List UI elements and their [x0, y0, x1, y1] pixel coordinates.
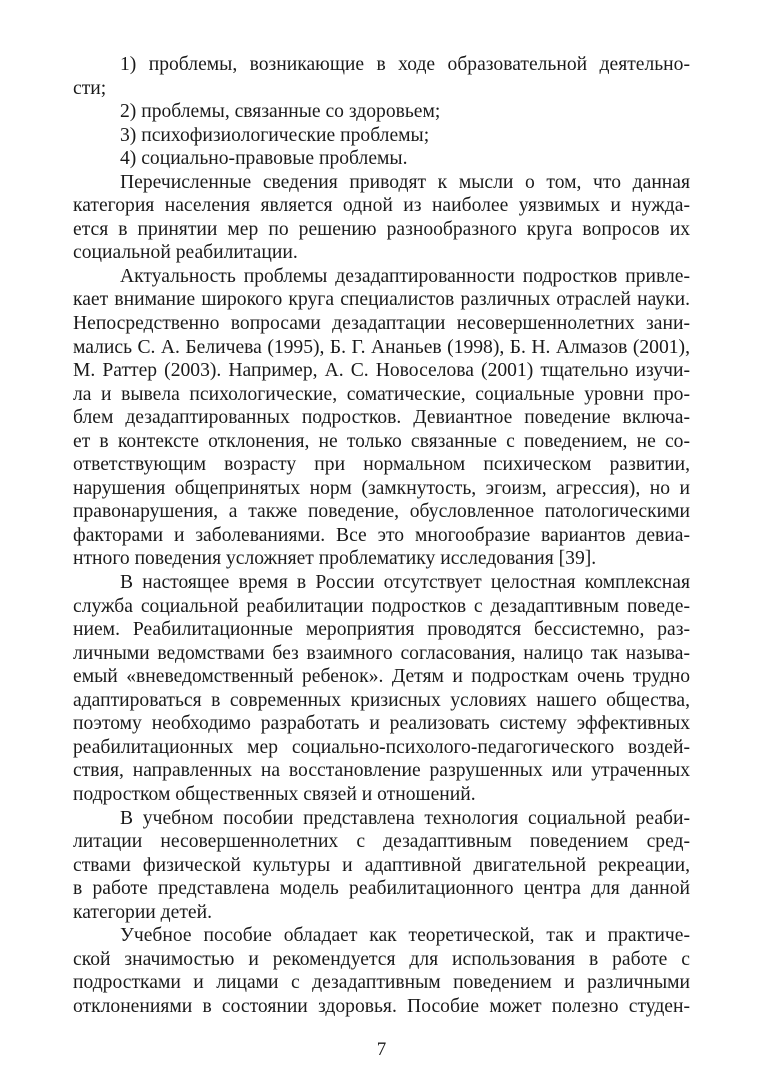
text-line: мались С. А. Беличева (1995), Б. Г. Ананьев (1998), Б. Н. Алмазов (2001),: [73, 336, 690, 358]
text-line: блем дезадаптированных подростков. Девиантное поведение включа-: [73, 407, 690, 429]
text-line: нарушения общепринятых норм (замкнутость, эгоизм, агрессия), но и: [73, 477, 690, 499]
text-line: отклонениями в состоянии здоровья. Пособие может полезно студен-: [73, 995, 690, 1017]
text-line: 4) социально-правовые проблемы.: [120, 148, 408, 170]
text-line: правонарушения, а также поведение, обусловленное патологическими: [73, 501, 690, 523]
text-line: подростком общественных связей и отношений.: [73, 783, 476, 805]
text-line: литации несовершеннолетних с дезадаптивным поведением сред-: [73, 831, 690, 853]
text-line: служба социальной реабилитации подростков с дезадаптивным поведе-: [73, 595, 690, 617]
text-line: Актуальность проблемы дезадаптированности подростков привле-: [120, 265, 690, 287]
text-line: нтного поведения усложняет проблематику исследования [39].: [73, 548, 597, 570]
text-line: 1) проблемы, возникающие в ходе образовательной деятельно-: [120, 54, 690, 75]
text-line: ла и вывела психологические, соматические, социальные уровни про-: [73, 383, 690, 405]
text-line: ствами физической культуры и адаптивной двигательной рекреации,: [73, 854, 690, 876]
text-line: кает внимание широкого круга специалистов различных отраслей науки.: [73, 289, 690, 311]
text-line: социальной реабилитации.: [73, 242, 298, 264]
text-line: поэтому необходимо разработать и реализовать систему эффективных: [73, 713, 690, 735]
document-body: [73, 53, 690, 1018]
text-line: реабилитационных мер социально-психолого-педагогического воздей-: [73, 736, 690, 758]
page-number: 7: [376, 1039, 387, 1060]
text-line: емый «вневедомственный ребенок». Детям и подросткам очень трудно: [73, 666, 690, 688]
text-line: ет в контексте отклонения, не только связанные с поведением, не со-: [73, 430, 690, 452]
text-line: ствия, направленных на восстановление разрушенных или утраченных: [73, 760, 690, 782]
text-line: 2) проблемы, связанные со здоровьем;: [120, 101, 441, 123]
text-line: ской значимостью и рекомендуется для использования в работе с: [73, 948, 690, 970]
text-line: Перечисленные сведения приводят к мысли о том, что данная: [120, 171, 690, 193]
text-line: адаптироваться в современных кризисных условиях нашего общества,: [73, 689, 690, 711]
text-line: нием. Реабилитационные мероприятия проводятся бессистемно, раз-: [73, 619, 690, 641]
text-line: ответствующим возрасту при нормальном психическом развитии,: [73, 454, 690, 476]
text-line: Непосредственно вопросами дезадаптации несовершеннолетних зани-: [73, 313, 690, 335]
text-line: факторами и заболеваниями. Все это многообразие вариантов девиа-: [73, 524, 690, 546]
text-line: категория населения является одной из наиболее уязвимых и нужда-: [73, 195, 690, 217]
text-line: В настоящее время в России отсутствует целостная комплексная: [120, 572, 690, 594]
text-line: подростками и лицами с дезадаптивным поведением и различными: [73, 972, 690, 994]
text-line: Учебное пособие обладает как теоретической, так и практиче-: [120, 925, 690, 947]
text-line: ется в принятии мер по решению разнообразного круга вопросов их: [73, 218, 690, 240]
text-line: В учебном пособии представлена технология социальной реаби-: [120, 807, 690, 829]
text-line: сти;: [73, 77, 107, 99]
text-line: личными ведомствами без взаимного согласования, налицо так называ-: [73, 642, 690, 664]
text-line: 3) психофизиологические проблемы;: [120, 124, 430, 146]
text-line: в работе представлена модель реабилитационного центра для данной: [73, 878, 690, 900]
text-line: категории детей.: [73, 901, 212, 923]
text-line: М. Раттер (2003). Например, А. С. Новоселова (2001) тщательно изучи-: [73, 360, 690, 382]
